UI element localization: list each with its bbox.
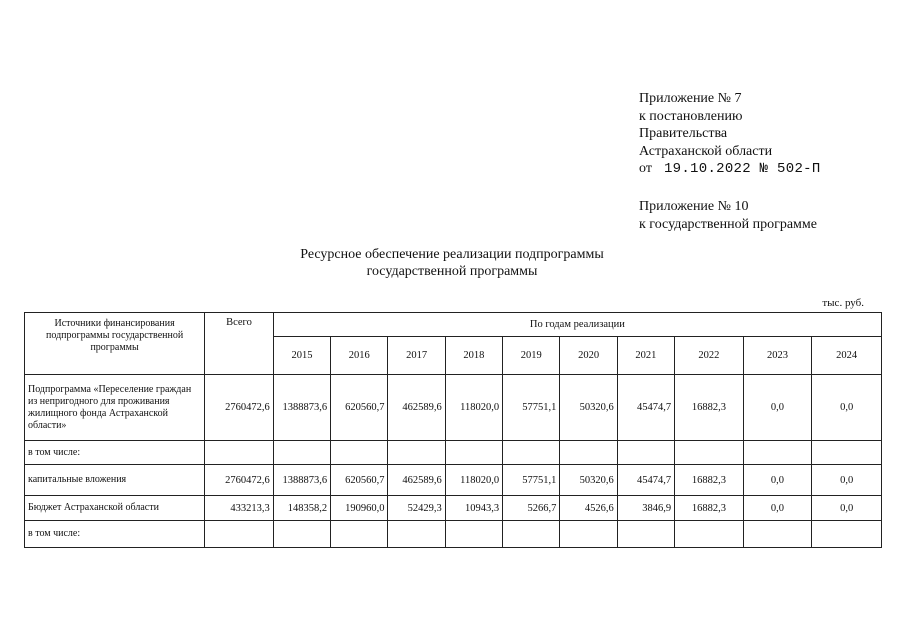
year-value: [388, 441, 445, 465]
appendix-line: к постановлению: [639, 108, 743, 124]
year-value: 620560,7: [331, 375, 388, 441]
header-year: 2015: [273, 337, 330, 375]
year-value: [560, 441, 617, 465]
year-value: 3846,9: [617, 496, 674, 521]
year-value: 1388873,6: [273, 465, 330, 496]
year-value: [445, 521, 502, 548]
year-value: 462589,6: [388, 375, 445, 441]
row-label: капитальные вложения: [25, 465, 205, 496]
year-value: [273, 441, 330, 465]
year-value: 462589,6: [388, 465, 445, 496]
header-by-years: По годам реализации: [273, 313, 881, 337]
date-prefix: от: [639, 161, 652, 177]
year-value: [331, 521, 388, 548]
year-value: [503, 521, 560, 548]
year-value: 0,0: [743, 375, 812, 441]
year-value: 16882,3: [675, 465, 744, 496]
appendix-line: Правительства: [639, 126, 728, 142]
year-value: 0,0: [743, 496, 812, 521]
header-source: Источники финансирования подпрограммы государственной программы: [25, 313, 205, 375]
year-value: [617, 441, 674, 465]
year-value: 10943,3: [445, 496, 502, 521]
appendix-block: [639, 90, 821, 233]
year-value: 190960,0: [331, 496, 388, 521]
table-row: [25, 375, 882, 441]
header-year: 2022: [675, 337, 744, 375]
row-label: Подпрограмма «Переселение граждан из непригодного для проживания жилищного фонда Астраханской области»: [25, 375, 205, 441]
appendix-line: Приложение № 7: [639, 91, 742, 106]
year-value: 57751,1: [503, 375, 560, 441]
year-value: 1388873,6: [273, 375, 330, 441]
year-value: 0,0: [812, 496, 882, 521]
year-value: 4526,6: [560, 496, 617, 521]
year-value: [445, 441, 502, 465]
year-value: [812, 521, 882, 548]
year-value: 50320,6: [560, 465, 617, 496]
row-total: 2760472,6: [205, 375, 274, 441]
row-total: 433213,3: [205, 496, 274, 521]
row-total: 2760472,6: [205, 465, 274, 496]
appendix-line: Астраханской области: [639, 143, 773, 159]
year-value: [743, 521, 812, 548]
year-value: 0,0: [812, 465, 882, 496]
year-value: 52429,3: [388, 496, 445, 521]
year-value: 45474,7: [617, 375, 674, 441]
row-total: [205, 441, 274, 465]
row-label: в том числе:: [25, 521, 205, 548]
year-value: 57751,1: [503, 465, 560, 496]
header-year: 2024: [812, 337, 882, 375]
year-value: 0,0: [743, 465, 812, 496]
header-total: Всего: [205, 313, 274, 375]
year-value: 620560,7: [331, 465, 388, 496]
title-line: Ресурсное обеспечение реализации подпрограммы: [300, 247, 604, 262]
header-year: 2023: [743, 337, 812, 375]
year-value: [273, 521, 330, 548]
year-value: [503, 441, 560, 465]
header-year: 2016: [331, 337, 388, 375]
year-value: [675, 441, 744, 465]
appendix-line: к государственной программе: [639, 216, 817, 232]
financing-table: [24, 312, 882, 548]
date-number: 19.10.2022 № 502-П: [663, 161, 821, 178]
row-total: [205, 521, 274, 548]
year-value: [743, 441, 812, 465]
header-year: 2020: [560, 337, 617, 375]
year-value: [617, 521, 674, 548]
year-value: 16882,3: [675, 375, 744, 441]
table-row: [25, 521, 882, 548]
document-title: [250, 246, 654, 280]
year-value: 16882,3: [675, 496, 744, 521]
year-value: [560, 521, 617, 548]
year-value: 5266,7: [503, 496, 560, 521]
year-value: 118020,0: [445, 375, 502, 441]
year-value: 45474,7: [617, 465, 674, 496]
year-value: [331, 441, 388, 465]
unit-label: тыс. руб.: [822, 297, 864, 309]
header-year: 2018: [445, 337, 502, 375]
table-row: [25, 465, 882, 496]
row-label: Бюджет Астраханской области: [25, 496, 205, 521]
year-value: [812, 441, 882, 465]
year-value: 50320,6: [560, 375, 617, 441]
year-value: [675, 521, 744, 548]
title-line: государственной программы: [366, 264, 538, 279]
year-value: [388, 521, 445, 548]
year-value: 0,0: [812, 375, 882, 441]
year-value: 148358,2: [273, 496, 330, 521]
table-row: [25, 496, 882, 521]
table-row: [25, 441, 882, 465]
resolution-date: [639, 160, 821, 179]
header-year: 2019: [503, 337, 560, 375]
header-year: 2017: [388, 337, 445, 375]
header-year: 2021: [617, 337, 674, 375]
appendix-line: Приложение № 10: [639, 198, 749, 214]
year-value: 118020,0: [445, 465, 502, 496]
row-label: в том числе:: [25, 441, 205, 465]
